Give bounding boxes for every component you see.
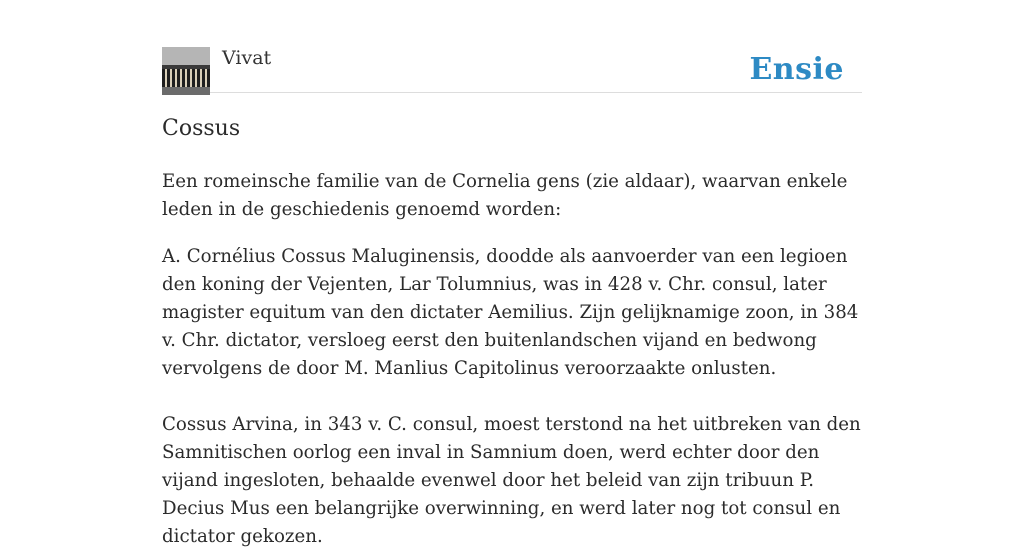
paragraph-cossus-arvina: Cossus Arvina, in 343 v. C. consul, moest terstond na het uitbreken van den Samnitischen oorlog een inval in Samnium doen, werd echter door den vijand ingesloten, behaalde evenwel door het beleid van zijn tribuun P. Decius Mus een belangrijke overwinning, en werd later nog tot consul en dictator gekozen. (162, 414, 861, 547)
building-columns-icon (162, 47, 210, 95)
site-header (162, 44, 862, 93)
author-avatar[interactable] (162, 47, 210, 95)
paragraph-spacer (162, 383, 862, 411)
article-body (162, 168, 862, 551)
author-name[interactable]: Vivat (222, 47, 272, 69)
paragraph-cornelius-cossus: A. Cornélius Cossus Maluginensis, doodde als aanvoerder van een legioen den koning der Vejenten, Lar Tolumnius, was in 428 v. Chr. consul, later magister equitum van den dictater Aemilius. Zijn gelijknamige zoon, in 384 v. Chr. dictator, versloeg eerst den buitenlandschen vijand en bedwong vervolgens de door M. Manlius Capitolinus veroorzaakte onlusten. (162, 246, 859, 379)
page-title: Cossus (162, 116, 241, 141)
intro-paragraph: Een romeinsche familie van de Cornelia gens (zie aldaar), waarvan enkele leden in de geschiedenis genoemd worden: (162, 171, 848, 220)
site-logo[interactable]: Ensie (749, 52, 844, 87)
